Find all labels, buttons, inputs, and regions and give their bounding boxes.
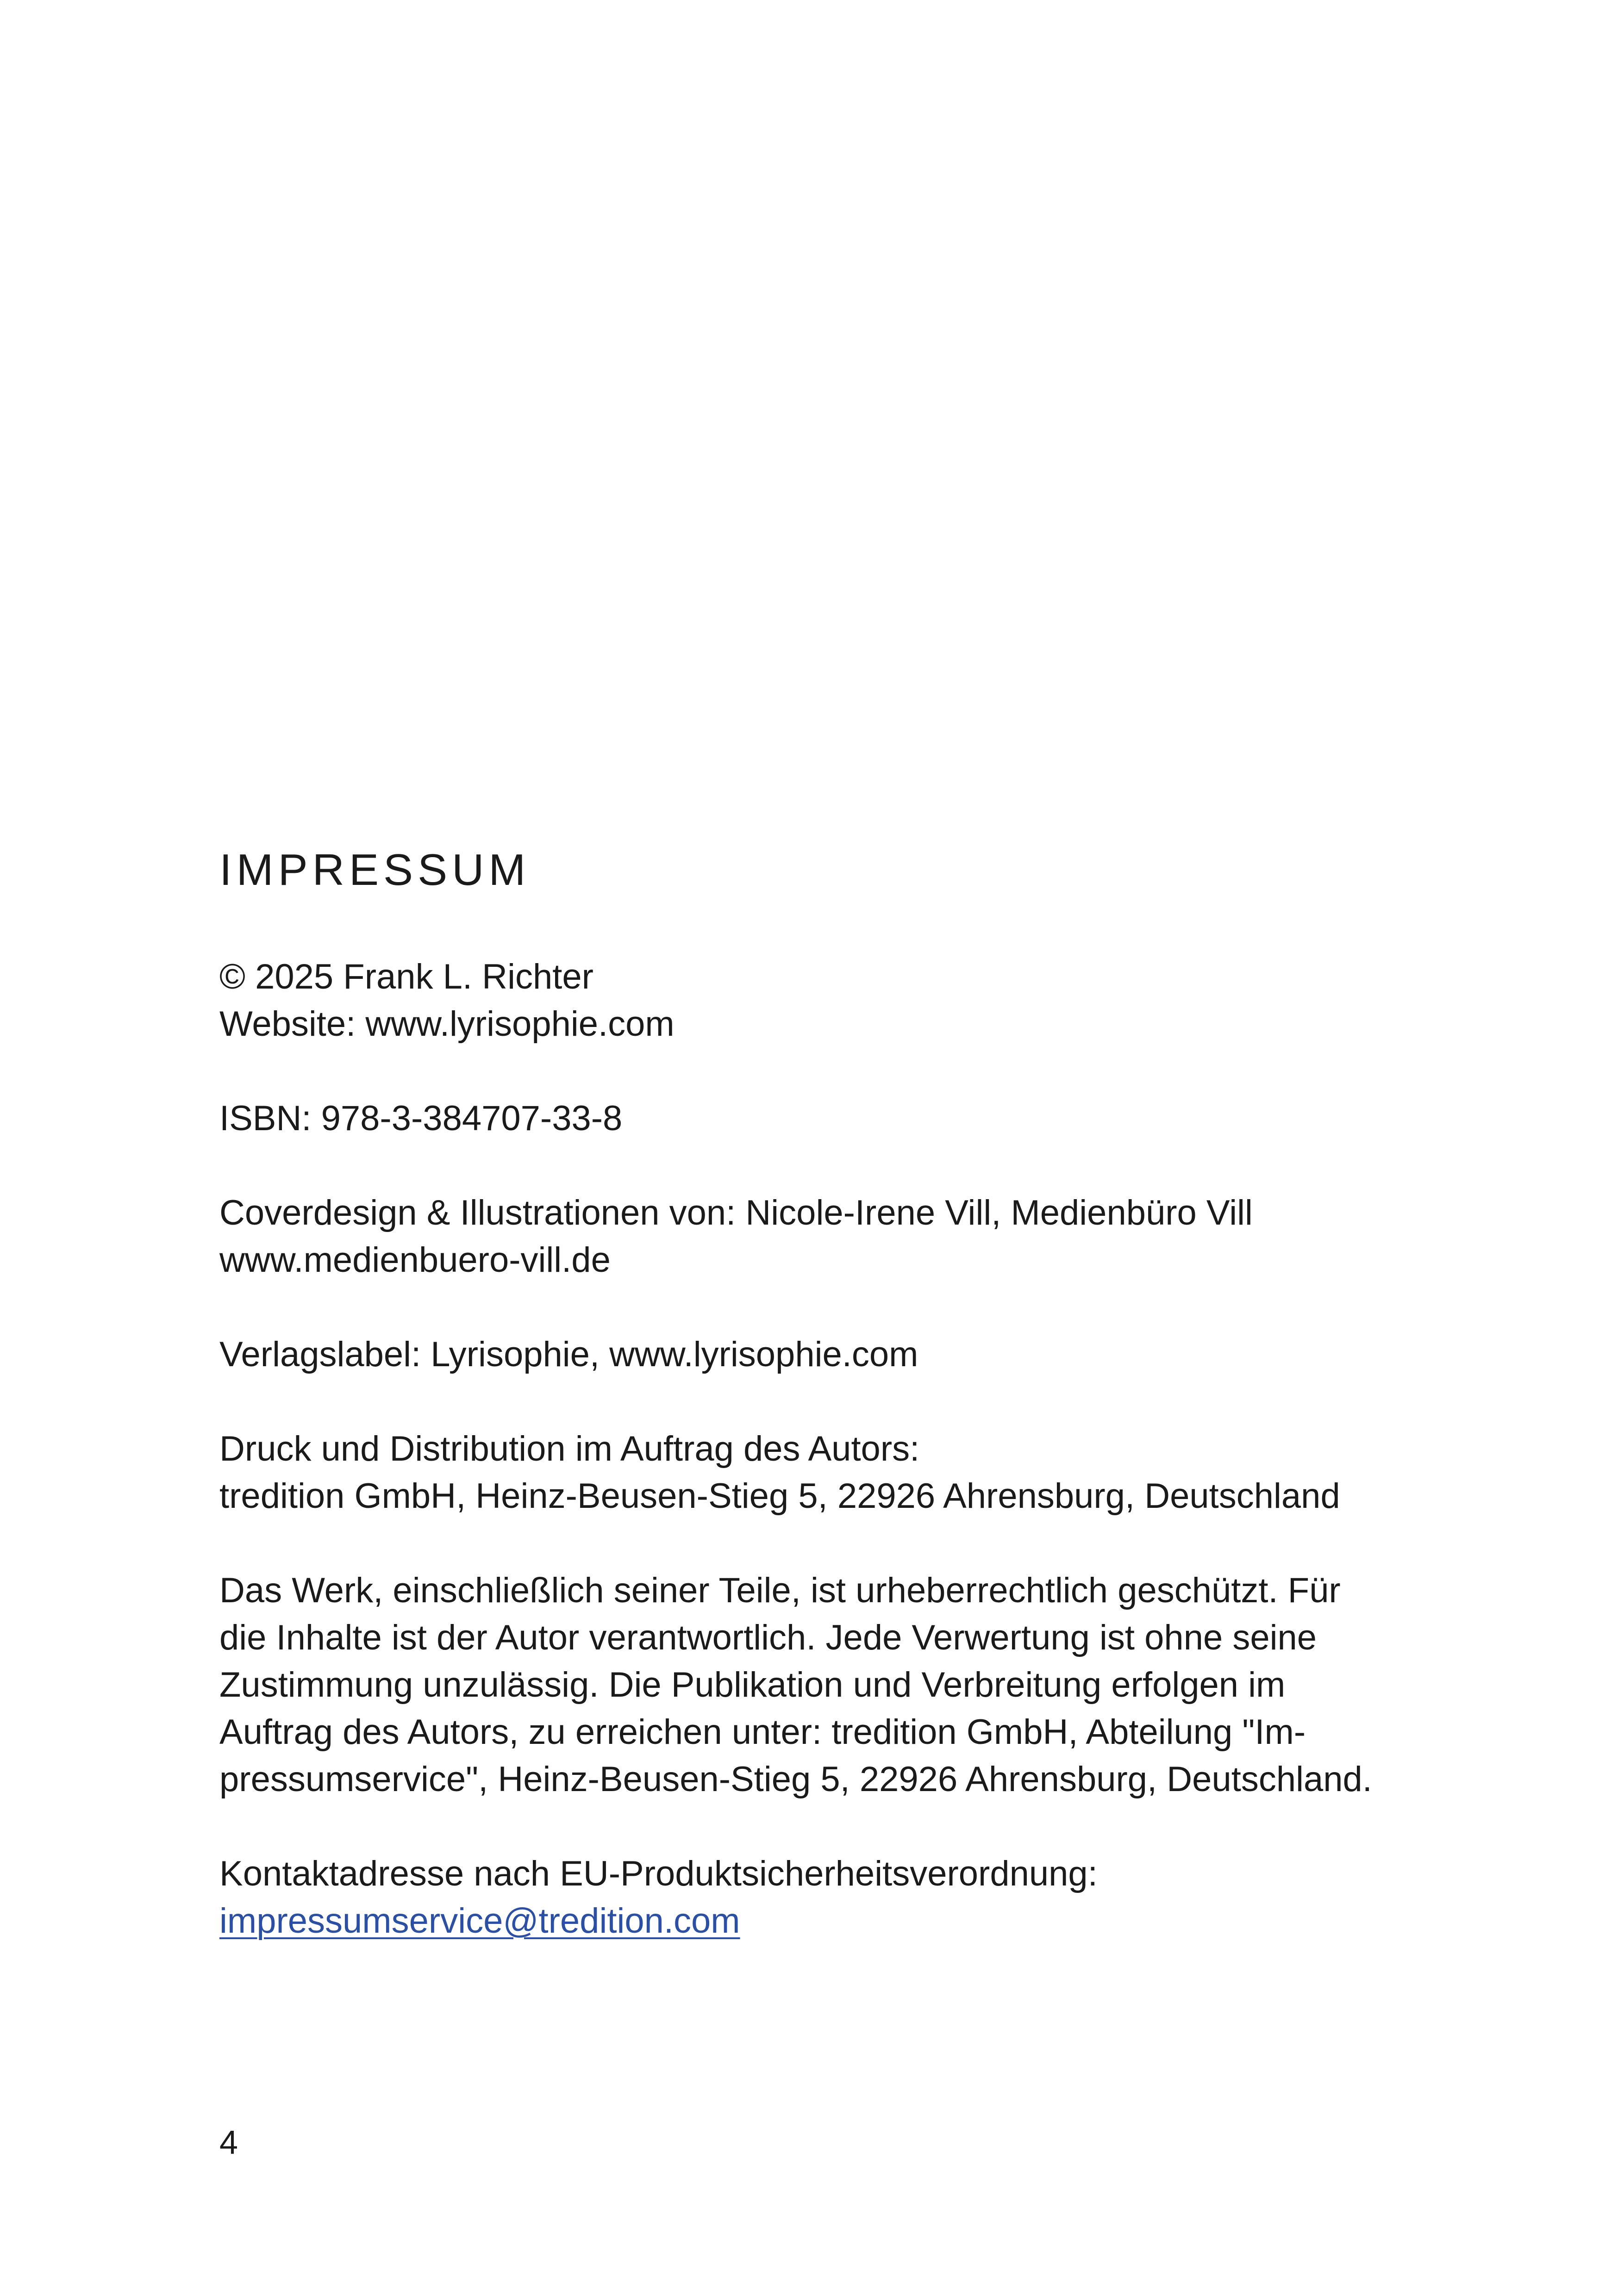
publisher-label-block [219,1331,1432,1378]
impressum-content [219,842,1432,1992]
contact-block [219,1850,1432,1945]
copyright-notice-line: Auftrag des Autors, zu erreichen unter: tredition GmbH, Abteilung "Im- [219,1712,1306,1752]
cover-url-line: www.medienbuero-vill.de [219,1240,611,1280]
page-number: 4 [219,2124,238,2161]
print-distribution-block [219,1425,1432,1520]
isbn-line: ISBN: 978-3-384707-33-8 [219,1099,623,1138]
copyright-line: © 2025 Frank L. Richter [219,957,593,996]
print-heading-line: Druck und Distribution im Auftrag des Autors: [219,1429,920,1468]
copyright-notice-paragraph [219,1567,1432,1803]
isbn-block [219,1095,1432,1142]
copyright-notice-line: die Inhalte ist der Autor verantwortlich. Jede Verwertung ist ohne seine [219,1618,1317,1657]
publisher-label-line: Verlagslabel: Lyrisophie, www.lyrisophie.com [219,1335,918,1374]
contact-email-line [219,1898,1432,1945]
copyright-block [219,953,1432,1048]
print-address-line: tredition GmbH, Heinz-Beusen-Stieg 5, 22926 Ahrensburg, Deutschland [219,1476,1340,1516]
cover-credit-line: Coverdesign & Illustrationen von: Nicole-Irene Vill, Medienbüro Vill [219,1193,1253,1232]
contact-heading-line: Kontaktadresse nach EU-Produktsicherheitsverordnung: [219,1854,1098,1893]
contact-email-link[interactable]: impressumservice@tredition.com [219,1901,740,1941]
cover-credit-block [219,1189,1432,1284]
copyright-notice-line: Das Werk, einschließlich seiner Teile, ist urheberrechtlich geschützt. Für [219,1571,1341,1610]
copyright-notice-line: Zustimmung unzulässig. Die Publikation und Verbreitung erfolgen im [219,1665,1286,1705]
copyright-notice-line: pressumservice", Heinz-Beusen-Stieg 5, 22926 Ahrensburg, Deutschland. [219,1760,1372,1799]
website-line: Website: www.lyrisophie.com [219,1004,675,1044]
page-title: IMPRESSUM [219,845,531,895]
